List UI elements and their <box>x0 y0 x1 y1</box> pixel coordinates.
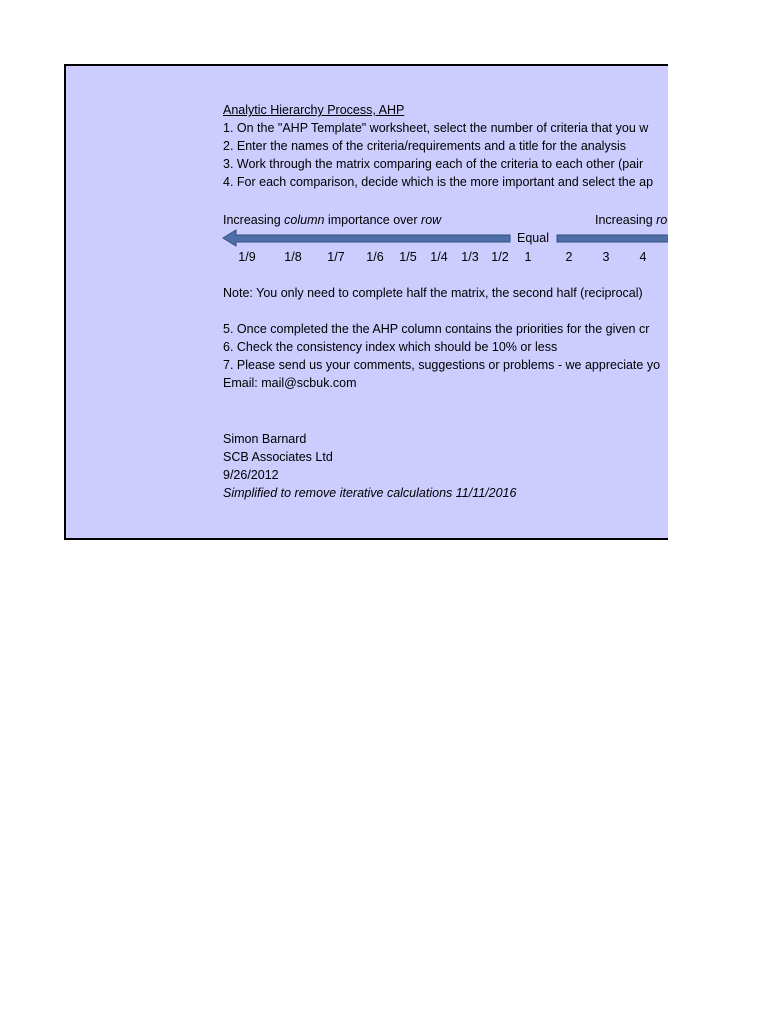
scale-left-mid: importance over <box>324 213 422 227</box>
scale-tick: 1/2 <box>491 250 509 264</box>
scale-tick: 2 <box>565 250 573 264</box>
step-2: 2. Enter the names of the criteria/requirements and a title for the analysis <box>223 139 626 153</box>
scale-left-pre: Increasing <box>223 213 285 227</box>
scale-arrows <box>66 66 668 540</box>
equal-label: Equal <box>517 231 549 245</box>
scale-right-row: ro <box>656 213 668 227</box>
scale-tick: 1/7 <box>327 250 345 264</box>
author-company: SCB Associates Ltd <box>223 450 333 464</box>
scale-tick: 1/5 <box>399 250 417 264</box>
scale-tick: 4 <box>639 250 647 264</box>
author-date: 9/26/2012 <box>223 468 279 482</box>
scale-right-pre: Increasing <box>595 213 657 227</box>
scale-tick: 1/3 <box>461 250 479 264</box>
email-text: Email: mail@scbuk.com <box>223 376 357 390</box>
step-5: 5. Once completed the the AHP column contains the priorities for the given cr <box>223 322 650 336</box>
scale-tick: 1 <box>524 250 532 264</box>
step-3: 3. Work through the matrix comparing each of the criteria to each other (pair <box>223 157 644 171</box>
step-1: 1. On the "AHP Template" worksheet, select the number of criteria that you w <box>223 121 649 135</box>
author-name: Simon Barnard <box>223 432 307 446</box>
scale-left-row: row <box>421 213 442 227</box>
step-4: 4. For each comparison, decide which is the more important and select the ap <box>223 175 654 189</box>
scale-tick: 1/9 <box>238 250 256 264</box>
scale-left-column: column <box>284 213 325 227</box>
scale-tick: 1/4 <box>430 250 448 264</box>
right-arrow <box>557 235 668 242</box>
left-arrow <box>223 230 510 246</box>
step-6: 6. Check the consistency index which should be 10% or less <box>223 340 558 354</box>
note-text: Note: You only need to complete half the matrix, the second half (reciprocal) <box>223 286 643 300</box>
scale-tick: 1/6 <box>366 250 384 264</box>
scale-tick: 3 <box>602 250 610 264</box>
step-7: 7. Please send us your comments, suggestions or problems - we appreciate yo <box>223 358 661 372</box>
instructions-panel <box>64 64 668 540</box>
revision-note: Simplified to remove iterative calculations 11/11/2016 <box>223 486 517 500</box>
page-title: Analytic Hierarchy Process, AHP <box>223 103 405 117</box>
scale-tick: 1/8 <box>284 250 302 264</box>
